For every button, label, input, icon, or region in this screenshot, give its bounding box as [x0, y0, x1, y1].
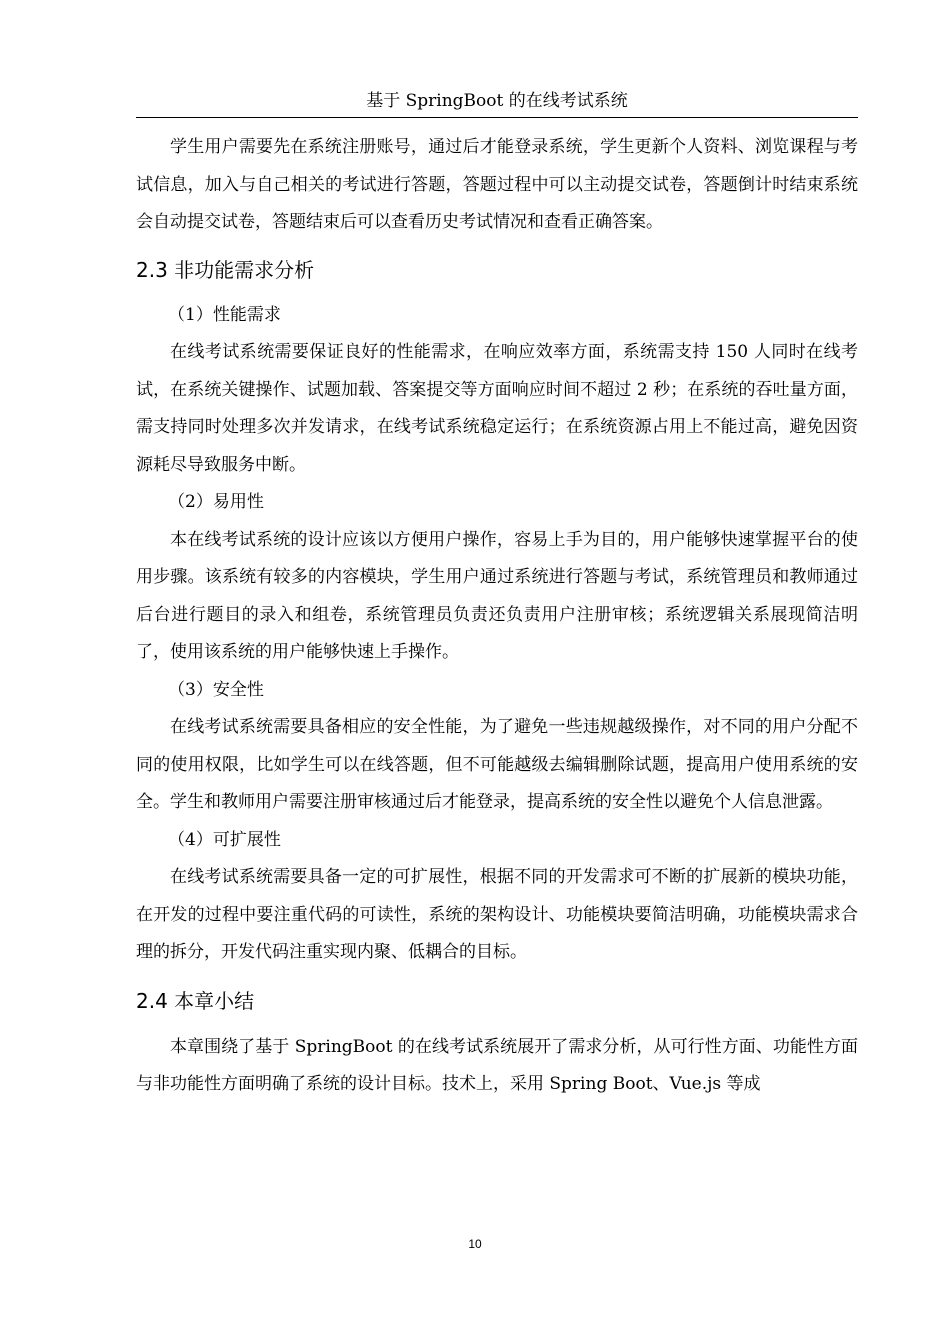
item-heading-performance: （1）性能需求: [168, 304, 281, 325]
running-header: 基于 SpringBoot 的在线考试系统: [366, 91, 628, 111]
page-body: [136, 129, 858, 1104]
item-body-usability: 本在线考试系统的设计应该以方便用户操作，容易上手为目的，用户能够快速掌握平台的使用步骤。该系统有较多的内容模块，学生用户通过系统进行答题与考试，系统管理员和教师通过后台进行题目的录入和组卷，系统管理员负责还负责用户注册审核；系统逻辑关系展现简洁明了，使用该系统的用户能够快速上手操作。: [136, 529, 858, 662]
item-body-scalability: 在线考试系统需要具备一定的可扩展性，根据不同的开发需求可不断的扩展新的模块功能，在开发的过程中要注重代码的可读性，系统的架构设计、功能模块要简洁明确，功能模块需求合理的拆分，开发代码注重实现内聚、低耦合的目标。: [136, 867, 858, 962]
item-body-performance: 在线考试系统需要保证良好的性能需求，在响应效率方面，系统需支持 150 人同时在线考试，在系统关键操作、试题加载、答案提交等方面响应时间不超过 2 秒；在系统的吞吐量方面，需支持同时处理多次并发请求，在线考试系统稳定运行；在系统资源占用上不能过高，避免因资源耗尽导致服务中断。: [136, 342, 858, 475]
item-heading-scalability: （4）可扩展性: [168, 829, 281, 850]
item-heading-security: （3）安全性: [168, 679, 264, 700]
intro-paragraph: 学生用户需要先在系统注册账号，通过后才能登录系统，学生更新个人资料、浏览课程与考试信息，加入与自己相关的考试进行答题，答题过程中可以主动提交试卷，答题倒计时结束系统会自动提交试卷，答题结束后可以查看历史考试情况和查看正确答案。: [136, 137, 858, 232]
item-body-security: 在线考试系统需要具备相应的安全性能，为了避免一些违规越级操作，对不同的用户分配不同的使用权限，比如学生可以在线答题，但不可能越级去编辑删除试题，提高用户使用系统的安全。学生和教师用户需要注册审核通过后才能登录，提高系统的安全性以避免个人信息泄露。: [136, 717, 858, 812]
header-rule: [136, 117, 858, 118]
section-heading-2-3: 2.3 非功能需求分析: [136, 257, 315, 282]
chapter-summary-paragraph: 本章围绕了基于 SpringBoot 的在线考试系统展开了需求分析，从可行性方面、功能性方面与非功能性方面明确了系统的设计目标。技术上，采用 Spring Boot、Vue.js 等成: [136, 1036, 858, 1094]
section-heading-2-4: 2.4 本章小结: [136, 988, 255, 1013]
page-number: 10: [468, 1237, 482, 1251]
item-heading-usability: （2）易用性: [168, 492, 264, 512]
